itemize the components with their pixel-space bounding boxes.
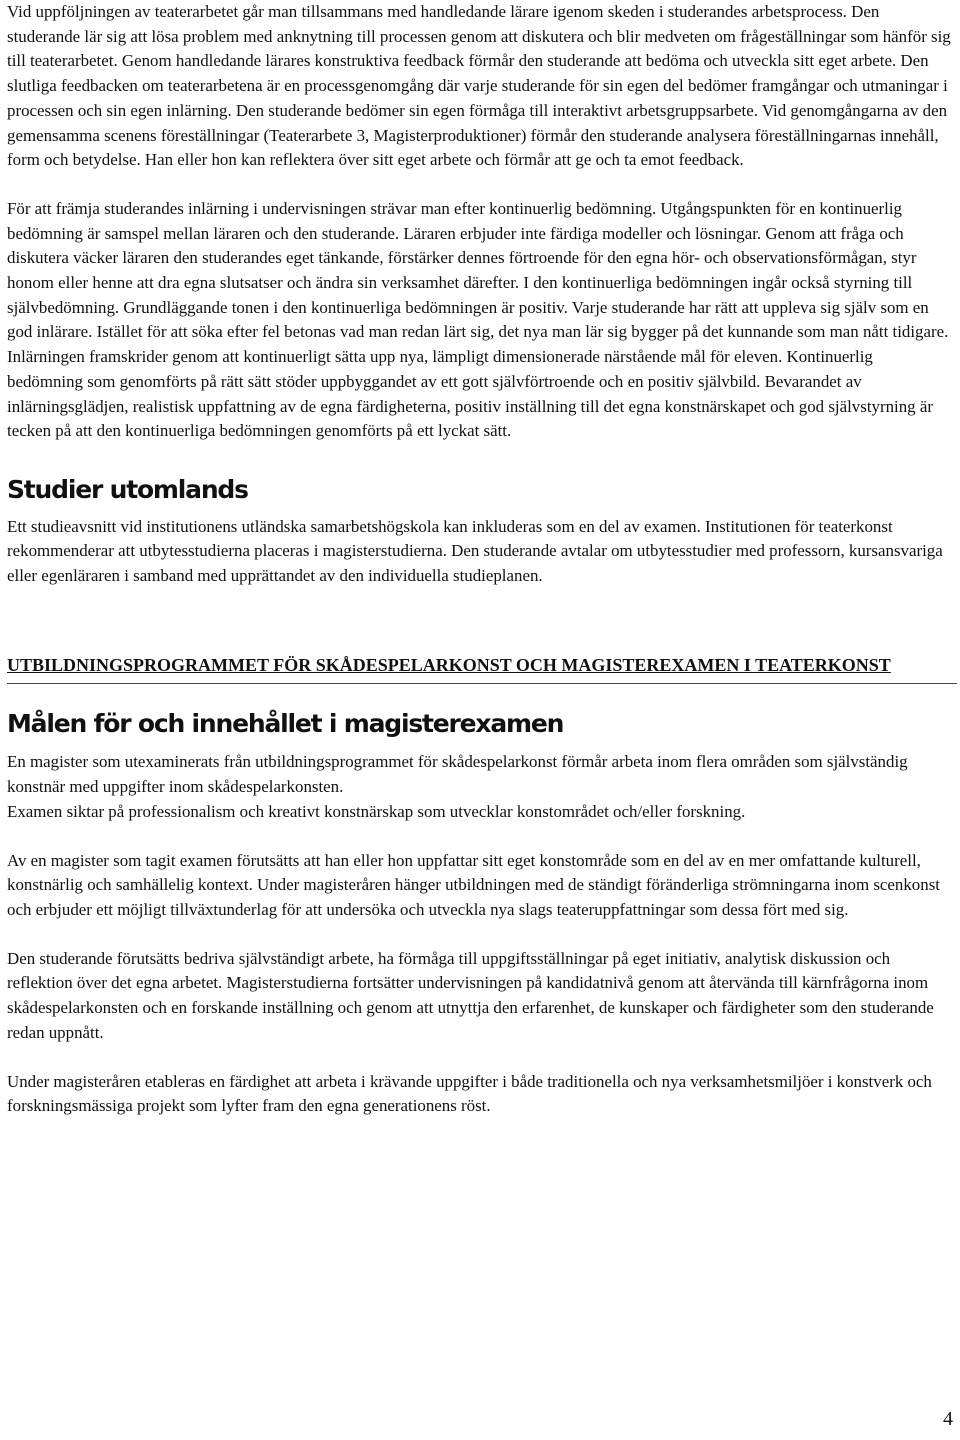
paragraph-goals-independent-work: Den studerande förutsätts bedriva självständigt arbete, ha förmåga till uppgiftsställningar på eget initiativ, analytisk diskussion och reflektion över det egna arbetet. Magisterstudierna fortsätter undervisningen på kandidatnivå genom att återvända till kärnfrågorna inom skådespelarkonsten och en forskande inställning och genom att utnyttja den erfarenhet, de kunskaper och färdigheter som den studerande redan uppnått.: [7, 948, 934, 1042]
paragraph-goals-context: Av en magister som tagit examen förutsätts att han eller hon uppfattar sitt eget konstområde som en del av en mer omfattande kulturell, konstnärlig och samhällelig kontext. Under magisteråren hänger utbildningen med de ständigt föränderliga strömningarna inom scenkonst och erbjuder ett möjligt tillväxtunderlag för att undersöka och utveckla nya slags teateruppfattningar som dessa fört med sig.: [7, 850, 940, 919]
paragraph-goals-generation: Under magisteråren etableras en färdighet att arbeta i krävande uppgifter i både traditionella och nya verksamhetsmiljöer i konstverk och forskningsmässiga projekt som lyfter fram den egna generationens röst.: [7, 1071, 932, 1116]
paragraph-continuous-assessment: För att främja studerandes inlärning i undervisningen strävar man efter kontinuerlig bedömning. Utgångspunkten för en kontinuerlig bedömning är samspel mellan läraren och den studerande. Läraren erbjuder inte färdiga modeller och lösningar. Genom att fråga och diskutera väcker läraren den studerandes eget tänkande, förstärker dennes förtroende för den egna hör- och observationsförmågan, styr honom eller henne att dra egna slutsatser och ändra sin verksamhet därefter. I den kontinuerliga bedömningen ingår också styrning till självbedömning. Grundläggande tonen i den kontinuerliga bedömningen är positiv. Varje studerande har rätt att uppleva sig själv som en god inlärare. Istället för att söka efter fel betonas vad man redan lärt sig, det nya man lär sig bygger på det kunnande som man nått tidigare. Inlärningen framskrider genom att kontinuerligt sätta upp nya, lämpligt dimensionerade närstående mål för eleven. Kontinuerlig bedömning som genomförts på rätt sätt stöder uppbyggandet av ett gott självförtroende och en positiv självbild. Bevarandet av inlärningsglädjen, realistisk uppfattning av de egna färdigheterna, positiv inställning till det egna konstnärskapet och god självstyrning är tecken på att den kontinuerliga bedömningen genomförts på ett lyckat sätt.: [7, 198, 949, 441]
heading-studier-utomlands: Studier utomlands: [7, 474, 248, 504]
paragraph-feedback: Vid uppföljningen av teaterarbetet går man tillsammans med handledande lärare igenom skeden i studerandes arbetsprocess. Den studerande lär sig att lösa problem med anknytning till processen genom att diskutera och blir medveten om frågeställningar som hänför sig till teaterarbetet. Genom handledande lärares konstruktiva feedback förmår den studerande att bedöma och utveckla sitt eget arbete. Den slutliga feedbacken om teaterarbetena är en processgenomgång där varje studerande för sin egen del bedömer framgångar och utmaningar i processen och sin egen inlärning. Den studerande bedömer sin egen förmåga till interaktivt arbetsgruppsarbete. Vid genomgångarna av den gemensamma scenens föreställningar (Teaterarbete 3, Magisterproduktioner) förmår den studerande analysera föreställningarnas innehåll, form och betydelse. Han eller hon kan reflektera över sitt eget arbete och förmår att ge och ta emot feedback.: [7, 2, 951, 170]
paragraph-goals-intro-2: Examen siktar på professionalism och kreativt konstnärskap som utvecklar konstområdet och/eller forskning.: [7, 801, 746, 821]
page-number: 4: [943, 1408, 953, 1430]
heading-malen-innehallet: Målen för och innehållet i magisterexamen: [7, 708, 564, 738]
program-title: UTBILDNINGSPROGRAMMET FÖR SKÅDESPELARKONST OCH MAGISTEREXAMEN I TEATERKONST: [7, 654, 891, 675]
paragraph-goals-intro-1: En magister som utexaminerats från utbildningsprogrammet för skådespelarkonst förmår arbeta inom flera områden som självständig konstnär med uppgifter inom skådespelarkonsten.: [7, 752, 908, 797]
paragraph-studier-utomlands: Ett studieavsnitt vid institutionens utländska samarbetshögskola kan inkluderas som en del av examen. Institutionen för teaterkonst rekommenderar att utbytesstudierna placeras i magisterstudierna. Den studerande avtalar om utbytesstudier med professorn, kursansvariga eller egenläraren i samband med upprättandet av den individuella studieplanen.: [7, 516, 943, 586]
document-page: [7, 0, 953, 1119]
